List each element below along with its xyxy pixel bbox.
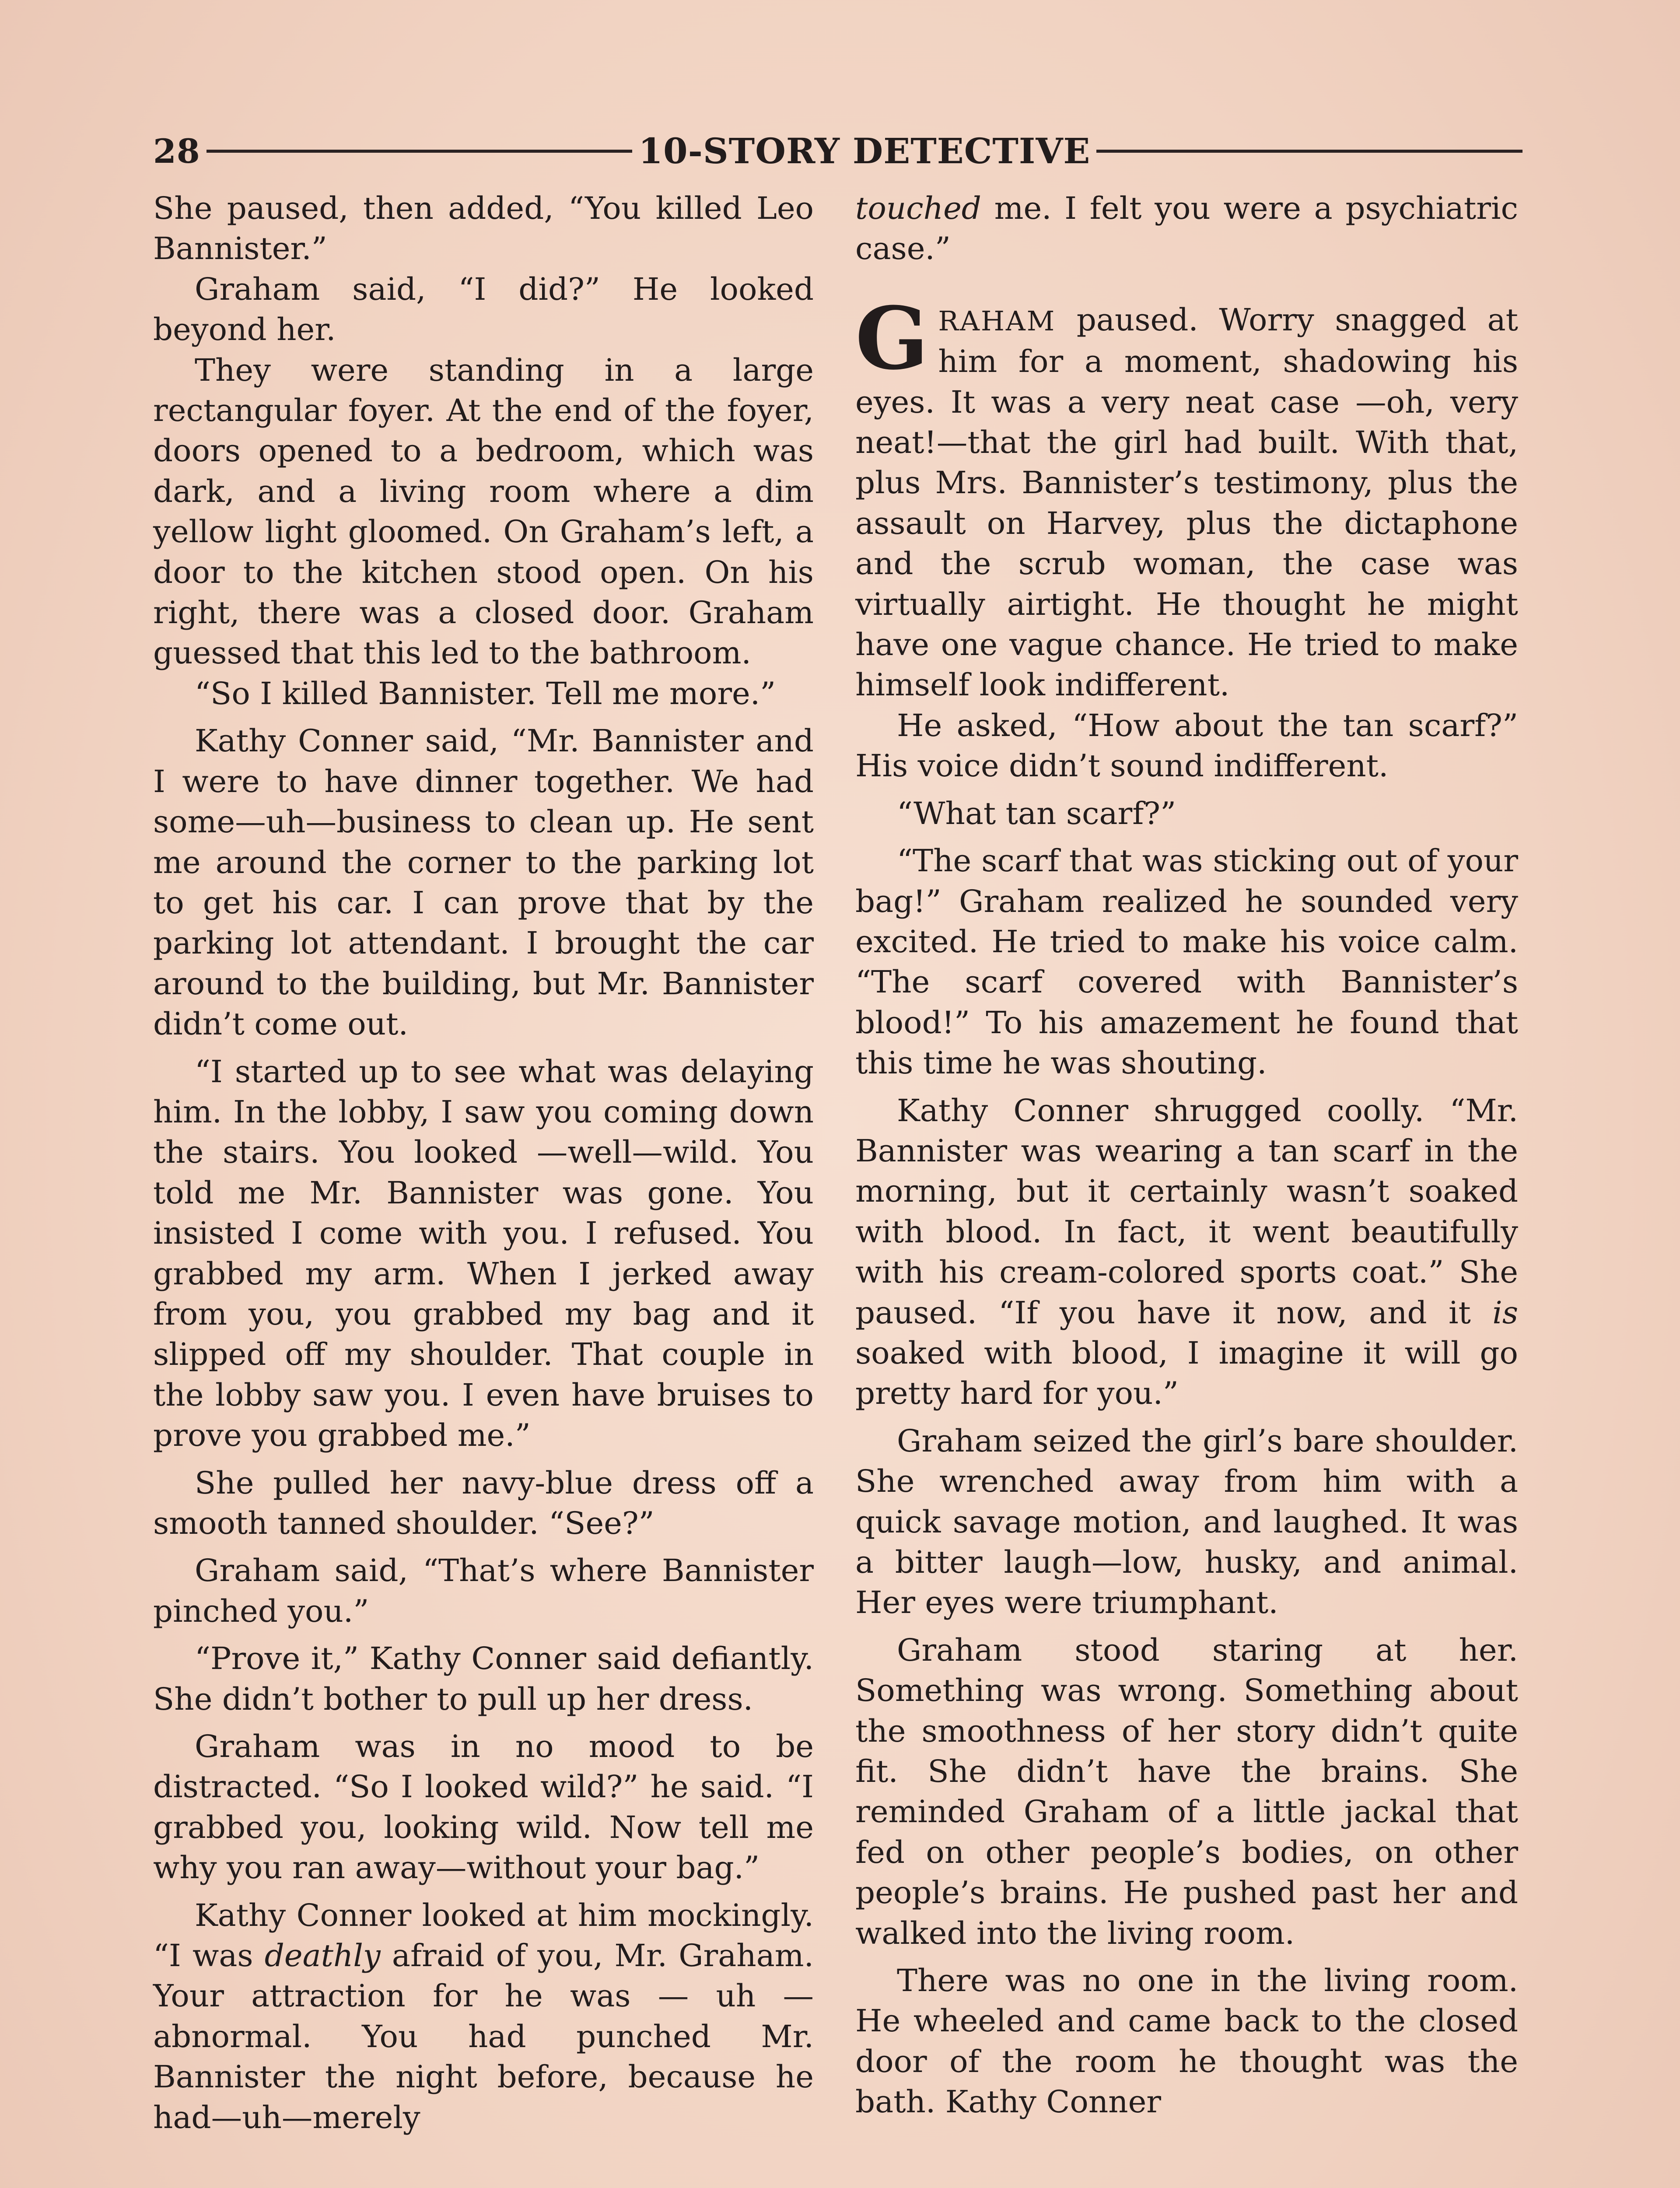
paragraph: Graham was in no mood to be distracted. “So I looked wild?” he said. “I grabbed you, looking wild. Now tell me why you ran away—without your bag.” [153, 1729, 814, 1886]
paragraph: “I started up to see what was delaying him. In the lobby, I saw you coming down the stairs. You looked —well—wild. You told me Mr. Bannister was gone. You insisted I come with you. I refused. You grabbed my arm. When I jerked away from you, you grabbed my bag and it slipped off my shoulder. That couple in the lobby saw you. I even have bruises to prove you grabbed me.” [153, 1053, 814, 1454]
emphasis: is [1492, 1294, 1518, 1331]
paragraph [855, 188, 1518, 269]
paragraph: Graham stood staring at her. Something was wrong. Something about the smoothness of her story didn’t quite fit. She didn’t have the brains. She reminded Graham of a little jackal that fed on other people’s bodies, on other people’s brains. He pushed past her and walked into the living room. [855, 1632, 1518, 1951]
paragraph: Graham seized the girl’s bare shoulder. She wrenched away from him with a quick savage motion, and laughed. It was a bitter laugh—low, husky, and animal. Her eyes were triumphant. [855, 1423, 1518, 1621]
text-run: Kathy Conner shrugged coolly. “Mr. Bannister was wearing a tan scarf in the morning, but it certainly wasn’t soaked with blood. In fact, it went beautifully with his cream-colored sports coat.” She paused. “If you have it now, and it [855, 1092, 1518, 1331]
header-rule-right [1096, 150, 1522, 153]
header-rule-left [206, 150, 633, 153]
paragraph: She paused, then added, “You killed Leo Bannister.” [153, 190, 814, 267]
drop-cap: G [855, 288, 929, 389]
section-opening-paragraph [855, 288, 1518, 705]
text-run: me. I felt you were a psychiatric case.” [855, 190, 1518, 267]
paragraph: “The scarf that was sticking out of your bag!” Graham realized he sounded very excited. He tried to make his voice calm. “The scarf covered with Bannister’s blood!” To his amazement he found that this time he was shouting. [855, 843, 1518, 1081]
text-run: paused. Worry snagged at him for a moment, shadowing his eyes. It was a very neat case —oh, very neat!—that the girl had built. With that, plus Mrs. Bannister’s testimony, plus the assault on Harvey, plus the dictaphone and the scrub woman, the case was virtually airtight. He thought he might have one vague chance. He tried to make himself look indifferent. [855, 302, 1518, 703]
left-column [153, 188, 814, 2138]
paragraph [153, 1895, 814, 2138]
paragraph: She pulled her navy-blue dress off a smooth tanned shoulder. “See?” [153, 1465, 814, 1541]
paragraph: He asked, “How about the tan scarf?” His voice didn’t sound indifferent. [855, 707, 1518, 784]
paragraph: Graham said, “That’s where Bannister pinched you.” [153, 1553, 814, 1629]
running-header [153, 127, 1522, 175]
paragraph: They were standing in a large rectangular foyer. At the end of the foyer, doors opened to a bedroom, which was dark, and a living room where a dim yellow light gloomed. On Graham’s left, a door to the kitchen stood open. On his right, there was a closed door. Graham guessed that this led to the bathroom. [153, 352, 814, 671]
paragraph: There was no one in the living room. He wheeled and came back to the closed door of the room he thought was the bath. Kathy Conner [855, 1963, 1518, 2120]
right-column [855, 188, 1518, 2122]
paragraph: “What tan scarf?” [897, 795, 1176, 831]
page-number: 28 [153, 131, 200, 171]
emphasis: touched [855, 190, 981, 226]
text-run: soaked with blood, I imagine it will go pretty hard for you.” [855, 1335, 1518, 1412]
paragraph: Kathy Conner said, “Mr. Bannister and I were to have dinner together. We had some—uh—business to clean up. He sent me around the corner to the parking lot to get his car. I can prove that by the parking lot attendant. I brought the car around to the building, but Mr. Bannister didn’t come out. [153, 723, 814, 1042]
paragraph [855, 1090, 1518, 1414]
magazine-title: 10-STORY DETECTIVE [638, 130, 1091, 172]
text-run: afraid of you, Mr. Graham. Your attraction for he was — uh — abnormal. You had punched Mr. Bannister the night before, because he had—uh—merely [153, 1938, 814, 2135]
paragraph: “So I killed Bannister. Tell me more.” [195, 675, 776, 712]
paragraph: “Prove it,” Kathy Conner said defiantly. She didn’t bother to pull up her dress. [153, 1641, 814, 1717]
small-caps: RAHAM [938, 305, 1056, 337]
emphasis: deathly [264, 1938, 381, 1974]
text-run: Kathy Conner looked at him mockingly. “I was [153, 1897, 814, 1974]
paragraph: Graham said, “I did?” He looked beyond her. [153, 271, 814, 348]
